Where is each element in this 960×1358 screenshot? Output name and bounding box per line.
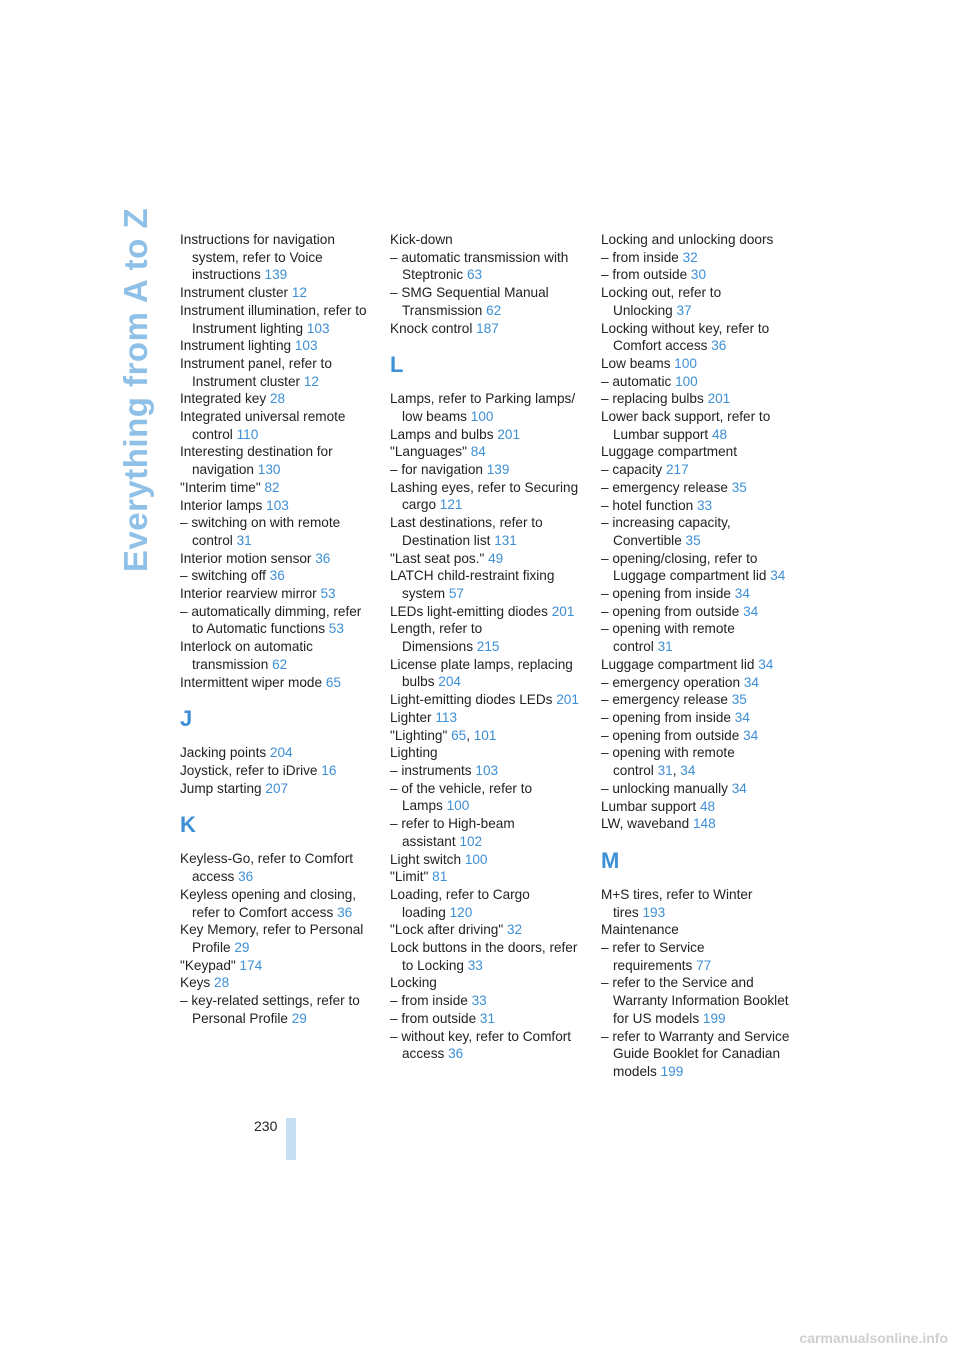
- page-link[interactable]: 187: [476, 320, 499, 336]
- page-link[interactable]: 100: [675, 373, 698, 389]
- page-link[interactable]: 121: [439, 497, 463, 513]
- section-letter: M: [601, 847, 620, 873]
- entry-text: – switching on with remote control: [180, 515, 341, 548]
- entry-text: Length, refer to Dimensions: [390, 621, 483, 655]
- page-separator: ,: [672, 763, 677, 779]
- entry-text: – from outside: [601, 267, 688, 283]
- index-column-2: [390, 231, 582, 1063]
- page-link[interactable]: 101: [473, 727, 497, 743]
- entry-text: Intermittent wiper mode: [180, 674, 323, 690]
- page-link[interactable]: 204: [438, 674, 461, 690]
- page-link[interactable]: 103: [306, 320, 330, 336]
- entry-text: Interior motion sensor: [180, 550, 312, 566]
- entry-text: – without key, refer to Comfort access: [390, 1028, 572, 1062]
- index-entry: [180, 780, 372, 798]
- index-entry: [390, 691, 582, 709]
- index-entry: [180, 355, 372, 390]
- page-link[interactable]: 33: [467, 957, 483, 973]
- page-link[interactable]: 34: [731, 780, 747, 796]
- index-entry: [601, 355, 793, 373]
- index-entry: [180, 337, 372, 355]
- index-entry: [601, 1028, 793, 1081]
- index-entry: [390, 992, 582, 1010]
- page-link[interactable]: 12: [291, 285, 307, 301]
- page-link[interactable]: 84: [470, 444, 486, 460]
- index-entry: [390, 851, 582, 869]
- page-link[interactable]: 31: [479, 1010, 496, 1026]
- index-entry: [180, 567, 372, 585]
- index-entry: [390, 1010, 582, 1028]
- page-link[interactable]: 32: [506, 922, 523, 938]
- index-entry: [390, 886, 582, 921]
- page-link[interactable]: 31: [657, 763, 673, 779]
- index-entry: [601, 744, 793, 779]
- page-link[interactable]: 36: [238, 869, 254, 885]
- index-entry: [390, 426, 582, 444]
- page-link[interactable]: 62: [272, 656, 288, 672]
- page-link[interactable]: 201: [556, 692, 579, 708]
- index-entry: [601, 921, 793, 939]
- entry-text: – increasing capacity, Convertible: [601, 515, 731, 548]
- index-entry: [601, 408, 793, 443]
- section-letter: K: [180, 812, 196, 838]
- entry-text: Instrument cluster: [180, 285, 289, 301]
- entry-text: Locking out, refer to Unlocking: [601, 285, 722, 318]
- sidebar-title-text: Everything from A to Z: [117, 207, 154, 573]
- page-link[interactable]: 110: [236, 426, 259, 442]
- index-entry: [601, 266, 793, 284]
- entry-text: Lower back support, refer to Lumbar support: [601, 409, 771, 442]
- entry-text: Instrument illumination, refer to Instrument lighting: [180, 302, 367, 336]
- entry-text: Lock buttons in the doors, refer to Locking: [390, 940, 578, 973]
- index-entry: [601, 284, 793, 319]
- entry-text: – automatic transmission with Steptronic: [390, 249, 569, 283]
- entry-text: – refer to High-beam assistant: [390, 816, 515, 849]
- index-entry: [601, 249, 793, 267]
- index-entry: [390, 1028, 582, 1063]
- entry-text: LEDs light-emitting diodes: [390, 603, 548, 619]
- page-link[interactable]: 35: [731, 479, 747, 495]
- page-link[interactable]: 201: [497, 426, 521, 442]
- page-link[interactable]: 62: [486, 302, 502, 318]
- index-entry: [390, 656, 582, 691]
- index-entry: [601, 620, 793, 655]
- entry-text: Interior rearview mirror: [180, 586, 317, 602]
- section-letter: L: [390, 352, 404, 378]
- page-link[interactable]: 207: [265, 780, 289, 796]
- page-link[interactable]: 102: [459, 833, 483, 849]
- entry-text: Low beams: [601, 355, 671, 371]
- entry-text: – opening from outside: [601, 603, 740, 619]
- page-link[interactable]: 148: [692, 816, 716, 832]
- entry-text: – opening/closing, refer to Luggage compartment lid: [601, 550, 767, 584]
- index-entry: [180, 674, 372, 692]
- index-entry: [180, 762, 372, 780]
- entry-text: Jacking points: [180, 745, 267, 761]
- entry-text: Knock control: [390, 320, 473, 336]
- index-entry: [180, 585, 372, 603]
- entry-text: Interesting destination for navigation: [180, 444, 333, 478]
- page-link[interactable]: 28: [269, 391, 286, 407]
- page-link[interactable]: 201: [707, 391, 731, 407]
- index-entry: [601, 461, 793, 479]
- section-letter: J: [180, 706, 193, 732]
- entry-text: – unlocking manually: [601, 780, 728, 796]
- entry-text: – refer to the Service and Warranty Information Booklet for US models: [601, 975, 789, 1026]
- entry-text: Lamps and bulbs: [390, 426, 494, 442]
- page-link[interactable]: 16: [321, 762, 337, 778]
- entry-text: – emergency operation: [601, 674, 741, 690]
- index-entry: [180, 390, 372, 408]
- index-entry: [390, 479, 582, 514]
- entry-text: – refer to Warranty and Service Guide Booklet for Canadian models: [601, 1028, 790, 1079]
- index-entry: [180, 886, 372, 921]
- entry-text: "Languages": [390, 444, 467, 460]
- index-entry: [601, 373, 793, 391]
- page-link[interactable]: 36: [337, 904, 353, 920]
- page-link[interactable]: 193: [642, 904, 666, 920]
- page-link[interactable]: 29: [234, 939, 250, 955]
- page-link[interactable]: 103: [266, 497, 289, 513]
- page-link[interactable]: 48: [712, 426, 728, 442]
- page-link[interactable]: 36: [315, 550, 331, 566]
- entry-text: – automatically dimming, refer to Automatic functions: [180, 603, 362, 637]
- page-link[interactable]: 33: [471, 993, 487, 1009]
- index-entry: [180, 443, 372, 478]
- index-entry: [390, 868, 582, 886]
- entry-text: – key-related settings, refer to Personal Profile: [180, 993, 360, 1026]
- index-entry: [601, 656, 793, 674]
- entry-text: "Keypad": [180, 957, 236, 973]
- index-entry: [601, 939, 793, 974]
- index-entry: [390, 974, 582, 992]
- page-link[interactable]: 49: [488, 550, 504, 566]
- entry-text: "Lock after driving": [390, 922, 504, 938]
- entry-text: Instrument panel, refer to Instrument cluster: [180, 355, 332, 389]
- entry-text: Jump starting: [180, 780, 262, 796]
- entry-text: Lighting: [390, 745, 438, 761]
- entry-text: – replacing bulbs: [601, 391, 704, 407]
- page-link[interactable]: 34: [743, 674, 759, 690]
- index-entry: [601, 886, 793, 921]
- index-entry: [601, 497, 793, 515]
- entry-text: – from inside: [601, 249, 679, 265]
- page-link[interactable]: 36: [448, 1046, 464, 1062]
- entry-text: Key Memory, refer to Personal Profile: [180, 922, 364, 955]
- page-link[interactable]: 34: [680, 763, 696, 779]
- page-link[interactable]: 199: [660, 1063, 684, 1079]
- page-separator: ,: [466, 727, 470, 743]
- entry-text: – for navigation: [390, 462, 483, 478]
- page-link[interactable]: 30: [690, 267, 707, 283]
- index-entry: [601, 815, 793, 833]
- index-entry: [180, 992, 372, 1027]
- page-link[interactable]: 36: [269, 568, 285, 584]
- index-entry: [390, 320, 582, 338]
- entry-text: – emergency release: [601, 692, 728, 708]
- entry-text: Instructions for navigation system, refer to Voice instructions: [180, 232, 335, 283]
- page-link[interactable]: 34: [743, 727, 759, 743]
- entry-text: Locking and unlocking doors: [601, 232, 774, 247]
- index-entry: [601, 514, 793, 549]
- index-entry: [390, 620, 582, 655]
- page-link[interactable]: 28: [214, 975, 230, 991]
- page-link[interactable]: 53: [328, 621, 344, 637]
- page-link[interactable]: 113: [435, 709, 458, 725]
- page-link[interactable]: 65: [325, 674, 341, 690]
- entry-text: "Last seat pos.": [390, 550, 485, 566]
- index-entry: [601, 390, 793, 408]
- index-entry: [390, 603, 582, 621]
- page-link[interactable]: 34: [734, 586, 750, 602]
- page-link[interactable]: 34: [758, 656, 774, 672]
- page-link[interactable]: 37: [676, 302, 692, 318]
- index-entry: [180, 408, 372, 443]
- index-entry: [390, 762, 582, 780]
- page-link[interactable]: 100: [446, 798, 470, 814]
- index-entry: [180, 514, 372, 549]
- index-entry: [180, 550, 372, 568]
- entry-text: LW, waveband: [601, 816, 690, 832]
- index-entry: [390, 567, 582, 602]
- entry-text: Light-emitting diodes LEDs: [390, 692, 553, 708]
- index-entry: [180, 921, 372, 956]
- index-entry: [180, 744, 372, 762]
- page-link[interactable]: 33: [696, 497, 713, 513]
- page-link[interactable]: 100: [464, 851, 488, 867]
- page-link[interactable]: 12: [303, 373, 319, 389]
- entry-text: LATCH child-restraint fixing system: [390, 568, 555, 601]
- index-entry: [180, 603, 372, 638]
- entry-text: "Lighting": [390, 727, 448, 743]
- index-entry: [180, 231, 372, 284]
- entry-text: Integrated universal remote control: [180, 409, 346, 442]
- page-link[interactable]: 53: [320, 586, 336, 602]
- entry-text: Integrated key: [180, 391, 267, 407]
- index-entry: [601, 603, 793, 621]
- page-link[interactable]: 217: [666, 462, 689, 478]
- page-link[interactable]: 81: [432, 869, 448, 885]
- index-entry: [180, 974, 372, 992]
- entry-text: Light switch: [390, 851, 462, 867]
- entry-text: – opening from outside: [601, 727, 740, 743]
- page-number-bar: [286, 1118, 296, 1160]
- index-entry: [601, 798, 793, 816]
- entry-text: Luggage compartment lid: [601, 656, 755, 672]
- entry-text: Interlock on automatic transmission: [180, 639, 313, 672]
- index-entry: [601, 231, 793, 249]
- page-number: 230: [254, 1118, 278, 1134]
- entry-text: "Interim time": [180, 479, 261, 495]
- page-link[interactable]: 103: [475, 762, 499, 778]
- entry-text: – refer to Service requirements: [601, 940, 705, 973]
- entry-text: Keys: [180, 975, 211, 991]
- index-entry: [390, 815, 582, 850]
- index-entry: [180, 850, 372, 885]
- entry-text: License plate lamps, replacing bulbs: [390, 656, 573, 690]
- index-entry: [180, 638, 372, 673]
- index-entry: [390, 231, 582, 249]
- entry-text: – hotel function: [601, 497, 694, 513]
- index-entry: [390, 390, 582, 425]
- index-entry: [601, 585, 793, 603]
- index-column-1: [180, 231, 372, 1027]
- entry-text: – from outside: [390, 1010, 477, 1026]
- watermark: carmanualsonline.info: [799, 1330, 948, 1346]
- page-link[interactable]: 215: [476, 639, 500, 655]
- entry-text: Lashing eyes, refer to Securing cargo: [390, 479, 579, 513]
- index-entry: [180, 497, 372, 515]
- entry-text: Locking without key, refer to Comfort access: [601, 320, 770, 354]
- index-entry: [601, 691, 793, 709]
- index-entry: [601, 780, 793, 798]
- page-link[interactable]: 199: [702, 1010, 726, 1026]
- page-link[interactable]: 29: [291, 1010, 307, 1026]
- page-link[interactable]: 204: [269, 745, 293, 761]
- entry-text: Kick-down: [390, 232, 453, 247]
- entry-text: Instrument lighting: [180, 338, 292, 354]
- index-entry: [601, 674, 793, 692]
- page-link[interactable]: 139: [264, 267, 288, 283]
- index-entry: [390, 921, 582, 939]
- entry-text: – opening with remote control: [601, 621, 735, 655]
- page-link[interactable]: 120: [449, 904, 473, 920]
- page-link[interactable]: 34: [770, 568, 786, 584]
- index-entry: [601, 479, 793, 497]
- page-link[interactable]: 34: [734, 709, 750, 725]
- entry-text: Lumbar support: [601, 798, 697, 814]
- index-entry: [180, 957, 372, 975]
- entry-text: Interior lamps: [180, 497, 263, 513]
- page-link[interactable]: 31: [657, 639, 673, 655]
- index-entry: [390, 709, 582, 727]
- page-link[interactable]: 77: [696, 957, 712, 973]
- entry-text: Loading, refer to Cargo loading: [390, 886, 530, 920]
- page-link[interactable]: 82: [264, 479, 280, 495]
- index-entry: [390, 744, 582, 762]
- page-link[interactable]: 131: [494, 532, 517, 548]
- index-entry: [180, 284, 372, 302]
- index-entry: [390, 727, 582, 745]
- page-link[interactable]: 130: [257, 462, 281, 478]
- index-entry: [390, 939, 582, 974]
- entry-text: – emergency release: [601, 479, 728, 495]
- entry-text: "Limit": [390, 869, 429, 885]
- page-link[interactable]: 48: [700, 798, 716, 814]
- index-entry: [390, 443, 582, 461]
- page-link[interactable]: 139: [486, 462, 510, 478]
- page-link[interactable]: 31: [236, 532, 252, 548]
- page-link[interactable]: 57: [448, 585, 464, 601]
- index-entry: [390, 249, 582, 284]
- sidebar-title: [117, 207, 154, 573]
- entry-text: – automatic: [601, 373, 672, 389]
- index-entry: [601, 974, 793, 1027]
- page-link[interactable]: 65: [451, 727, 467, 743]
- index-entry: [601, 550, 793, 585]
- page-link[interactable]: 174: [239, 957, 263, 973]
- entry-text: Joystick, refer to iDrive: [180, 762, 318, 778]
- page-link[interactable]: 100: [674, 355, 697, 371]
- page-link[interactable]: 35: [685, 532, 701, 548]
- entry-text: – opening with remote control: [601, 745, 735, 779]
- index-entry: [601, 443, 793, 461]
- page-link[interactable]: 63: [467, 267, 483, 283]
- entry-text: Locking: [390, 975, 437, 991]
- index-entry: [601, 709, 793, 727]
- entry-text: – of the vehicle, refer to Lamps: [390, 780, 533, 814]
- entry-text: Lamps, refer to Parking lamps/ low beams: [390, 391, 576, 424]
- index-entry: [390, 514, 582, 549]
- index-column-3: [601, 231, 793, 1081]
- entry-text: – instruments: [390, 762, 472, 778]
- index-entry: [180, 302, 372, 337]
- index-entry: [601, 320, 793, 355]
- entry-text: – opening from inside: [601, 709, 731, 725]
- entry-text: – SMG Sequential Manual Transmission: [390, 285, 549, 318]
- page-link[interactable]: 201: [551, 603, 575, 619]
- entry-text: Keyless opening and closing, refer to Comfort access: [180, 886, 357, 920]
- entry-text: – opening from inside: [601, 586, 731, 602]
- index-entry: [180, 479, 372, 497]
- page-link[interactable]: 35: [731, 692, 747, 708]
- page-link[interactable]: 100: [470, 408, 494, 424]
- entry-text: Lighter: [390, 709, 432, 725]
- entry-text: – switching off: [180, 568, 266, 584]
- page-link[interactable]: 103: [294, 338, 318, 354]
- entry-text: – capacity: [601, 462, 663, 478]
- page-link[interactable]: 34: [743, 603, 759, 619]
- index-entry: [390, 550, 582, 568]
- entry-text: M+S tires, refer to Winter tires: [601, 886, 753, 920]
- page-link[interactable]: 32: [682, 249, 698, 265]
- page-link[interactable]: 36: [711, 338, 727, 354]
- entry-text: Last destinations, refer to Destination list: [390, 515, 543, 548]
- entry-text: Keyless-Go, refer to Comfort access: [180, 851, 353, 885]
- index-entry: [390, 284, 582, 319]
- entry-text: Luggage compartment: [601, 444, 738, 460]
- entry-text: Maintenance: [601, 922, 679, 938]
- index-entry: [390, 461, 582, 479]
- entry-text: – from inside: [390, 993, 468, 1009]
- index-entry: [601, 727, 793, 745]
- index-entry: [390, 780, 582, 815]
